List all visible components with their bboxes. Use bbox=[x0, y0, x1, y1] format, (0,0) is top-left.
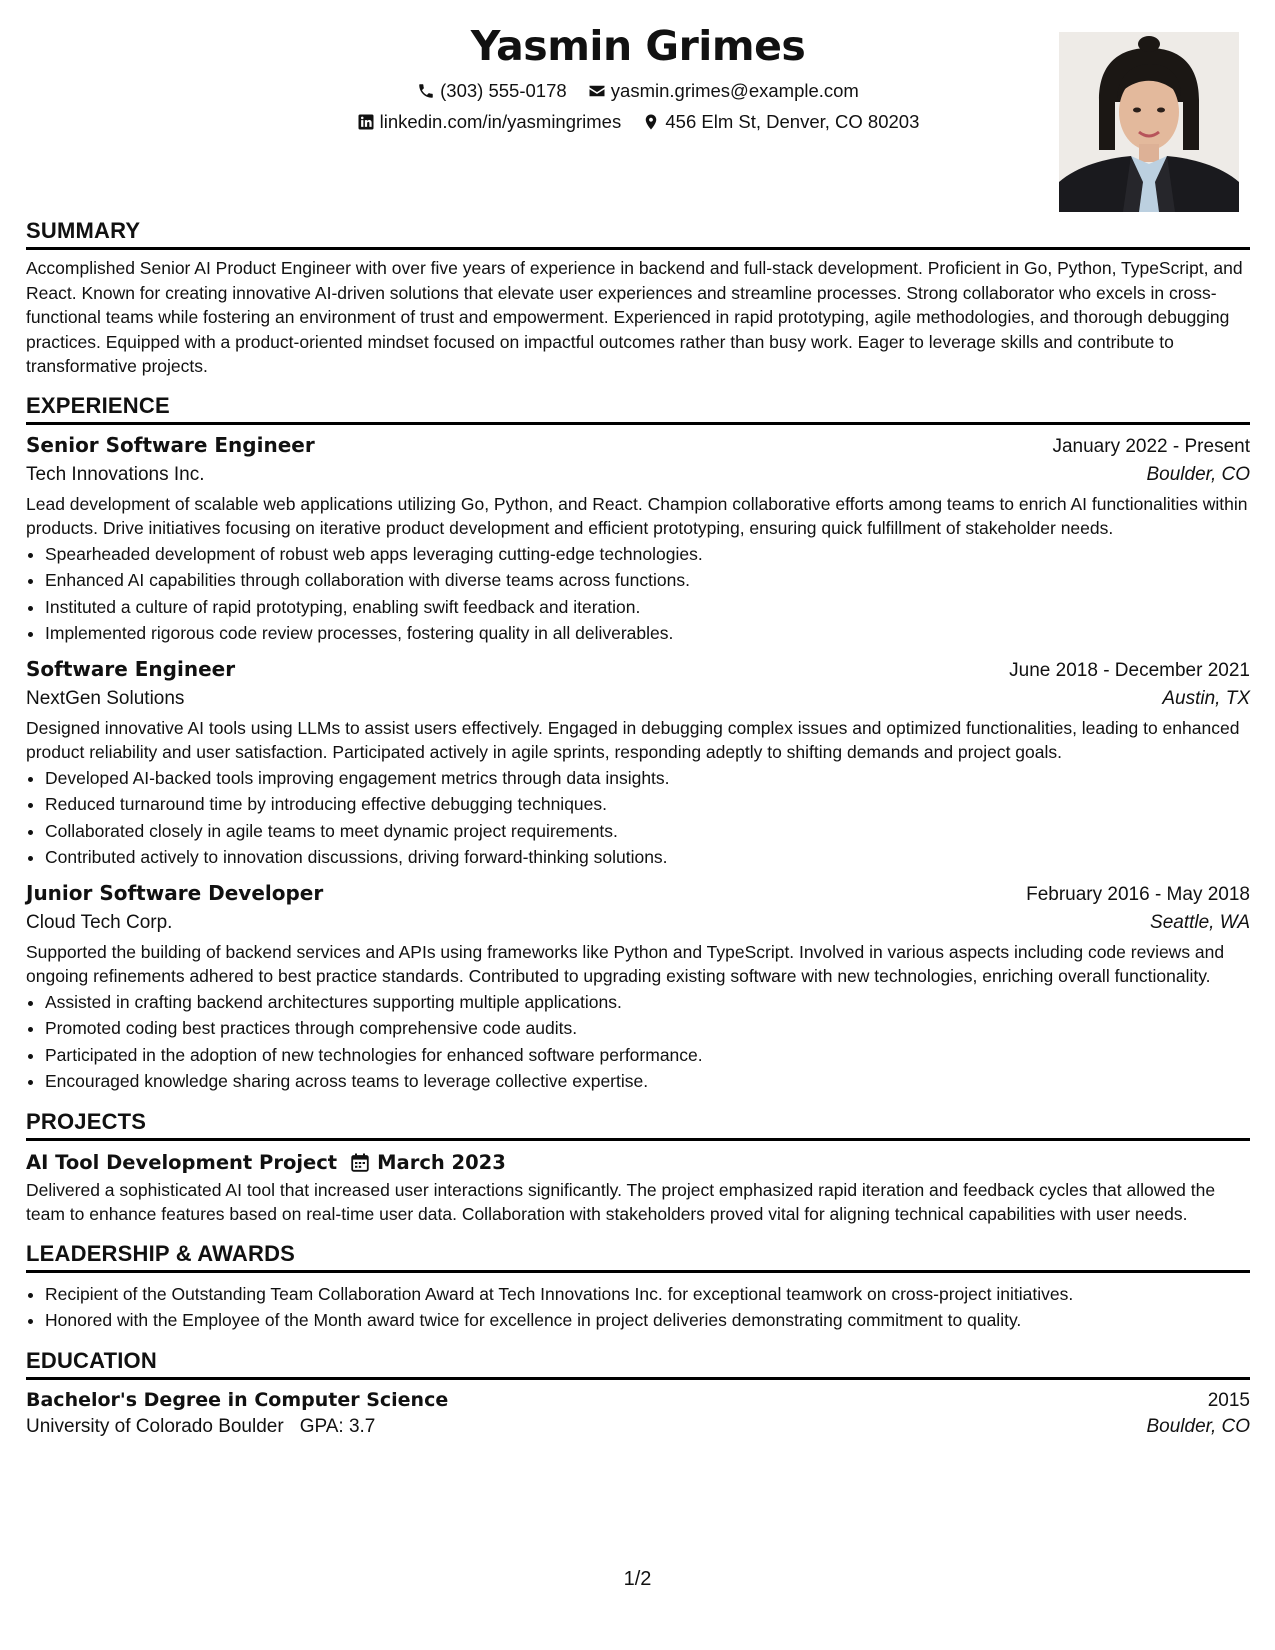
job-entry bbox=[26, 433, 1250, 647]
job-title: Junior Software Developer bbox=[26, 880, 324, 905]
list-item: • Participated in the adoption of new technologies for enhanced software performance. bbox=[45, 1042, 1250, 1069]
profile-photo bbox=[1059, 32, 1239, 212]
education-school: University of Colorado Boulder bbox=[26, 1415, 284, 1437]
education-year: 2015 bbox=[1207, 1389, 1250, 1411]
email-text: yasmin.grimes@example.com bbox=[610, 80, 859, 101]
job-bullets bbox=[26, 989, 1250, 1095]
job-company: Cloud Tech Corp. bbox=[26, 911, 173, 933]
job-company: NextGen Solutions bbox=[26, 687, 185, 709]
job-entry bbox=[26, 881, 1250, 1095]
awards-section bbox=[26, 1241, 1250, 1334]
experience-heading: EXPERIENCE bbox=[26, 393, 1250, 425]
job-location: Austin, TX bbox=[1162, 687, 1250, 709]
list-item: • Encouraged knowledge sharing across teams to leverage collective expertise. bbox=[45, 1068, 1250, 1095]
job-dates: January 2022 - Present bbox=[1052, 435, 1250, 457]
list-item: • Assisted in crafting backend architectures supporting multiple applications. bbox=[45, 989, 1250, 1016]
job-description: Supported the building of backend services and APIs using frameworks like Python and TypeScript. Involved in various aspects including code reviews and ongoing refinements adhered to best practice standards. Contributed to upgrading existing software with new technologies, enriching overall functionality. bbox=[26, 941, 1225, 986]
list-item: • Developed AI-backed tools improving engagement metrics through data insights. bbox=[45, 765, 1250, 792]
projects-section bbox=[26, 1109, 1250, 1227]
job-bullets bbox=[26, 541, 1250, 647]
job-entry bbox=[26, 657, 1250, 871]
list-item: • Honored with the Employee of the Month award twice for excellence in project deliveries demonstrating commitment to quality. bbox=[45, 1307, 1250, 1334]
education-section bbox=[26, 1348, 1250, 1438]
job-title: Software Engineer bbox=[26, 656, 236, 681]
contact-phone bbox=[417, 80, 567, 102]
project-description: Delivered a sophisticated AI tool that increased user interactions significantly. The project emphasized rapid iteration and feedback cycles that allowed the team to enhance features based on real-time user data. Collaboration with stakeholders proved vital for aligning technical capabilities with user needs. bbox=[26, 1179, 1216, 1224]
job-location: Boulder, CO bbox=[1146, 463, 1250, 485]
job-bullets bbox=[26, 765, 1250, 871]
candidate-name: Yasmin Grimes bbox=[470, 22, 806, 70]
education-heading: EDUCATION bbox=[26, 1348, 1250, 1380]
resume-page bbox=[26, 0, 1250, 1650]
list-item: • Enhanced AI capabilities through collaboration with diverse teams across functions. bbox=[45, 567, 1250, 594]
education-gpa: GPA: 3.7 bbox=[299, 1415, 376, 1437]
list-item: • Implemented rigorous code review processes, fostering quality in all deliverables. bbox=[45, 620, 1250, 647]
project-entry bbox=[26, 1151, 1250, 1227]
list-item: • Contributed actively to innovation discussions, driving forward-thinking solutions. bbox=[45, 844, 1250, 871]
job-company: Tech Innovations Inc. bbox=[26, 463, 205, 485]
map-pin-icon bbox=[642, 113, 660, 131]
calendar-icon bbox=[351, 1153, 369, 1172]
list-item: • Spearheaded development of robust web apps leveraging cutting-edge technologies. bbox=[45, 541, 1250, 568]
job-description: Lead development of scalable web applications utilizing Go, Python, and React. Champion collaborative efforts among teams to enrich AI functionalities within products. Drive initiatives focusing on iterative product development and efficient prototyping, ensuring quick fulfillment of stakeholder needs. bbox=[26, 493, 1248, 538]
summary-heading: SUMMARY bbox=[26, 218, 1250, 250]
list-item: • Collaborated closely in agile teams to meet dynamic project requirements. bbox=[45, 818, 1250, 845]
list-item: • Recipient of the Outstanding Team Collaboration Award at Tech Innovations Inc. for exceptional teamwork on cross-project initiatives. bbox=[45, 1281, 1250, 1308]
summary-section bbox=[26, 218, 1250, 379]
experience-section bbox=[26, 393, 1250, 1095]
awards-bullets bbox=[26, 1281, 1250, 1334]
linkedin-text: linkedin.com/in/yasmingrimes bbox=[379, 111, 622, 132]
project-title: AI Tool Development Project bbox=[26, 1150, 338, 1174]
job-dates: June 2018 - December 2021 bbox=[1009, 659, 1250, 681]
education-degree: Bachelor's Degree in Computer Science bbox=[26, 1388, 449, 1411]
list-item: • Reduced turnaround time by introducing effective debugging techniques. bbox=[45, 791, 1250, 818]
project-date bbox=[351, 1151, 506, 1174]
portrait-image bbox=[1059, 32, 1239, 212]
contact-address bbox=[642, 111, 919, 133]
phone-icon bbox=[417, 82, 435, 100]
job-location: Seattle, WA bbox=[1150, 911, 1250, 933]
envelope-icon bbox=[588, 82, 606, 100]
job-dates: February 2016 - May 2018 bbox=[1026, 883, 1250, 905]
awards-heading: LEADERSHIP & AWARDS bbox=[26, 1241, 1250, 1273]
projects-heading: PROJECTS bbox=[26, 1109, 1250, 1141]
address-text: 456 Elm St, Denver, CO 80203 bbox=[665, 111, 920, 132]
list-item: • Promoted coding best practices through comprehensive code audits. bbox=[45, 1015, 1250, 1042]
linkedin-icon bbox=[357, 113, 375, 131]
resume-header bbox=[26, 0, 1250, 218]
page-number: 1/2 bbox=[623, 1568, 652, 1590]
contact-email[interactable] bbox=[588, 80, 859, 102]
project-date-text: March 2023 bbox=[377, 1150, 506, 1174]
summary-text: Accomplished Senior AI Product Engineer with over five years of experience in backend and full-stack development. Proficient in Go, Python, TypeScript, and React. Known for creating innovative AI-driven solutions that elevate user experiences and streamline processes. Strong collaborator who excels in cross-functional teams while fostering an environment of trust and empowerment. Experienced in rapid prototyping, agile methodologies, and thorough debugging practices. Equipped with a product-oriented mindset focused on impactful outcomes rather than busy work. Eager to leverage skills and contribute to transformative projects. bbox=[26, 258, 1243, 376]
phone-text: (303) 555-0178 bbox=[440, 80, 567, 101]
contact-linkedin[interactable] bbox=[357, 111, 622, 133]
job-title: Senior Software Engineer bbox=[26, 432, 315, 457]
list-item: • Instituted a culture of rapid prototyping, enabling swift feedback and iteration. bbox=[45, 594, 1250, 621]
education-location: Boulder, CO bbox=[1146, 1415, 1250, 1437]
job-description: Designed innovative AI tools using LLMs to assist users effectively. Engaged in debugging complex issues and optimized functionalities, leading to enhanced product reliability and user satisfaction. Participated actively in agile sprints, responding adeptly to shifting demands and project goals. bbox=[26, 717, 1240, 762]
